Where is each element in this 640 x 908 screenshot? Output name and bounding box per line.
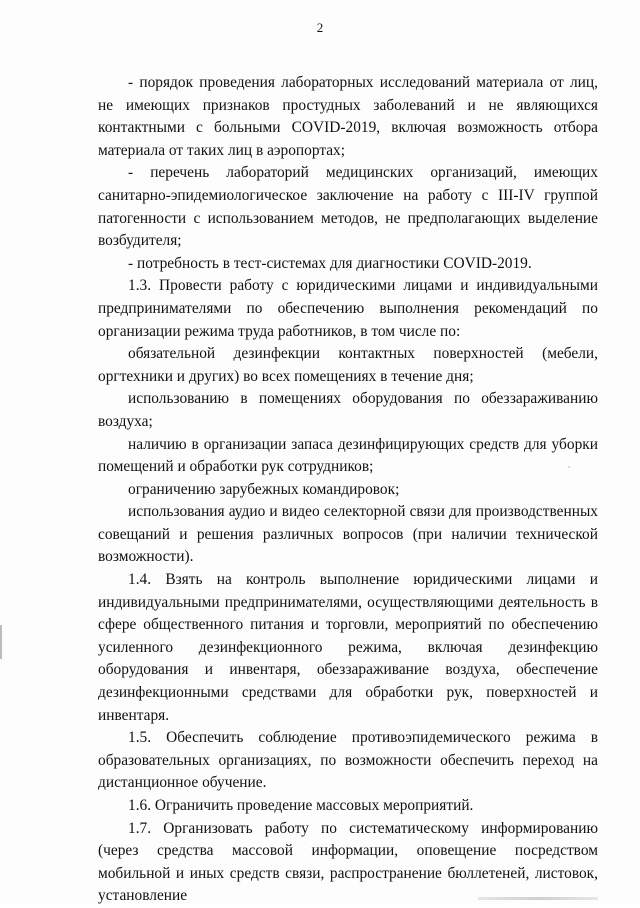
scan-bottom-artifact xyxy=(478,897,598,900)
scan-artifact xyxy=(568,466,570,468)
paragraph-disinfection: обязательной дезинфекции контактных поверхностей (мебели, оргтехники и других) во всех помещениях в течение дня; xyxy=(98,345,598,385)
paragraph-test-systems: - потребность в тест-системах для диагностики COVID-2019. xyxy=(128,254,532,272)
paragraph-business-trips: ограничению зарубежных командировок; xyxy=(128,480,400,498)
paragraph-air-treatment: использованию в помещениях оборудования по обеззараживанию воздуха; xyxy=(98,390,598,430)
paragraph-disinfectant-stock: наличию в организации запаса дезинфицирующих средств для уборки помещений и обработки рук сотрудников; xyxy=(98,435,598,476)
page-number: 2 xyxy=(316,20,324,35)
paragraph-video-conferencing: использования аудио и видео селекторной связи для производственных совещаний и решения различных вопросов (при наличии технической возможности). xyxy=(98,503,598,566)
paragraph-1-6: 1.6. Ограничить проведение массовых мероприятий. xyxy=(128,797,474,814)
paragraph-1-5: 1.5. Обеспечить соблюдение противоэпидемического режима в образовательных организациях, по возможности обеспечить переход на дистанционное обучение. xyxy=(98,729,598,792)
paragraph-1-3: 1.3. Провести работу с юридическими лицами и индивидуальными предпринимателями по обеспечению выполнения рекомендаций по организации режима труда работников, в том числе по: xyxy=(98,277,598,340)
paragraph-lab-procedure: - порядок проведения лабораторных исследований материала от лиц, не имеющих признаков простудных заболеваний и не являющихся контактными с больными COVID-2019, включая возможность отбора материала от таких лиц в аэропортах; xyxy=(98,74,598,159)
paragraph-1-7: 1.7. Организовать работу по систематическому информированию (через средства массовой информации, оповещение посредством мобильной и иных средств связи, распространение бюллетеней, листовок, установление xyxy=(98,819,598,905)
document-body xyxy=(98,72,598,908)
paragraph-lab-list: - перечень лабораторий медицинских организаций, имеющих санитарно-эпидемиологическое заключение на работу с III-IV группой патогенности с использованием методов, не предполагающих выделение возбудителя; xyxy=(98,164,598,250)
paragraph-1-4: 1.4. Взять на контроль выполнение юридическими лицами и индивидуальными предпринимателями, осуществляющими деятельность в сфере общественного питания и торговли, мероприятий по обеспечению усиленного дезинфекционного режима, включая дезинфекцию оборудования и инвентаря, обеззараживание воздуха, обеспечение дезинфекционными средствами для обработки рук, поверхностей и инвентаря. xyxy=(98,571,598,724)
binding-mark xyxy=(0,625,2,659)
